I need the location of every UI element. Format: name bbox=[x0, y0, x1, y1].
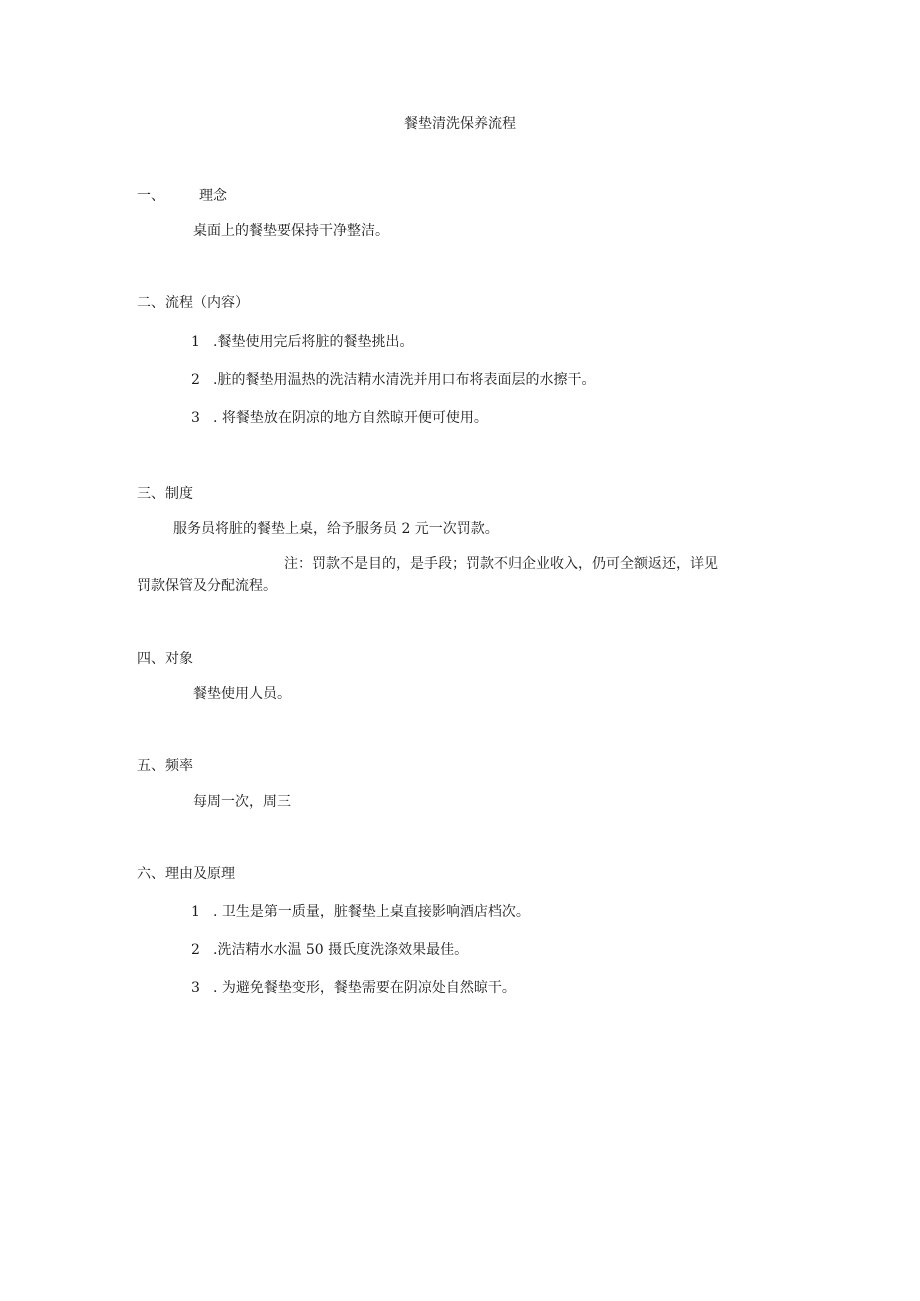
list-item-number: 2 bbox=[191, 942, 200, 958]
section-heading-concept bbox=[137, 186, 227, 206]
list-item-number: 2 bbox=[191, 372, 200, 388]
list-item bbox=[191, 332, 413, 352]
rules-note-line-2: 罚款保管及分配流程。 bbox=[137, 578, 277, 594]
rules-body: 服务员将脏的餐垫上桌，给予服务员 2 元一次罚款。 bbox=[173, 521, 499, 537]
list-item bbox=[191, 940, 468, 960]
section-title: 理念 bbox=[199, 188, 227, 204]
frequency-body: 每周一次，周三 bbox=[193, 794, 291, 810]
rules-note-line-1: 注：罚款不是目的，是手段；罚款不归企业收入，仍可全额返还，详见 bbox=[284, 556, 718, 572]
concept-body: 桌面上的餐垫要保持干净整洁。 bbox=[193, 223, 389, 239]
list-item-number: 1 bbox=[191, 904, 200, 920]
list-item bbox=[191, 370, 595, 390]
list-item-text: .餐垫使用完后将脏的餐垫挑出。 bbox=[213, 334, 414, 350]
section-heading-rules: 三、制度 bbox=[137, 486, 193, 502]
list-item-text: . 为避免餐垫变形，餐垫需要在阴凉处自然晾干。 bbox=[213, 980, 516, 996]
section-number: 一、 bbox=[137, 188, 165, 204]
list-item-number: 3 bbox=[191, 980, 200, 996]
list-item-text: . 将餐垫放在阴凉的地方自然晾开便可使用。 bbox=[213, 410, 488, 426]
section-heading-frequency: 五、频率 bbox=[137, 758, 193, 774]
section-heading-process: 二、流程（内容） bbox=[137, 295, 249, 311]
document-title: 餐垫清洗保养流程 bbox=[404, 116, 516, 132]
list-item bbox=[191, 408, 488, 428]
section-heading-reasons: 六、理由及原理 bbox=[137, 866, 235, 882]
list-item-text: .洗洁精水水温 50 摄氏度洗涤效果最佳。 bbox=[213, 942, 469, 958]
list-item bbox=[191, 978, 516, 998]
list-item-text: .脏的餐垫用温热的洗洁精水清洗并用口布将表面层的水擦干。 bbox=[213, 372, 596, 388]
list-item bbox=[191, 902, 530, 922]
section-heading-target: 四、对象 bbox=[137, 651, 193, 667]
list-item-number: 1 bbox=[191, 334, 200, 350]
list-item-text: . 卫生是第一质量，脏餐垫上桌直接影响酒店档次。 bbox=[213, 904, 530, 920]
target-body: 餐垫使用人员。 bbox=[193, 686, 291, 702]
list-item-number: 3 bbox=[191, 410, 200, 426]
